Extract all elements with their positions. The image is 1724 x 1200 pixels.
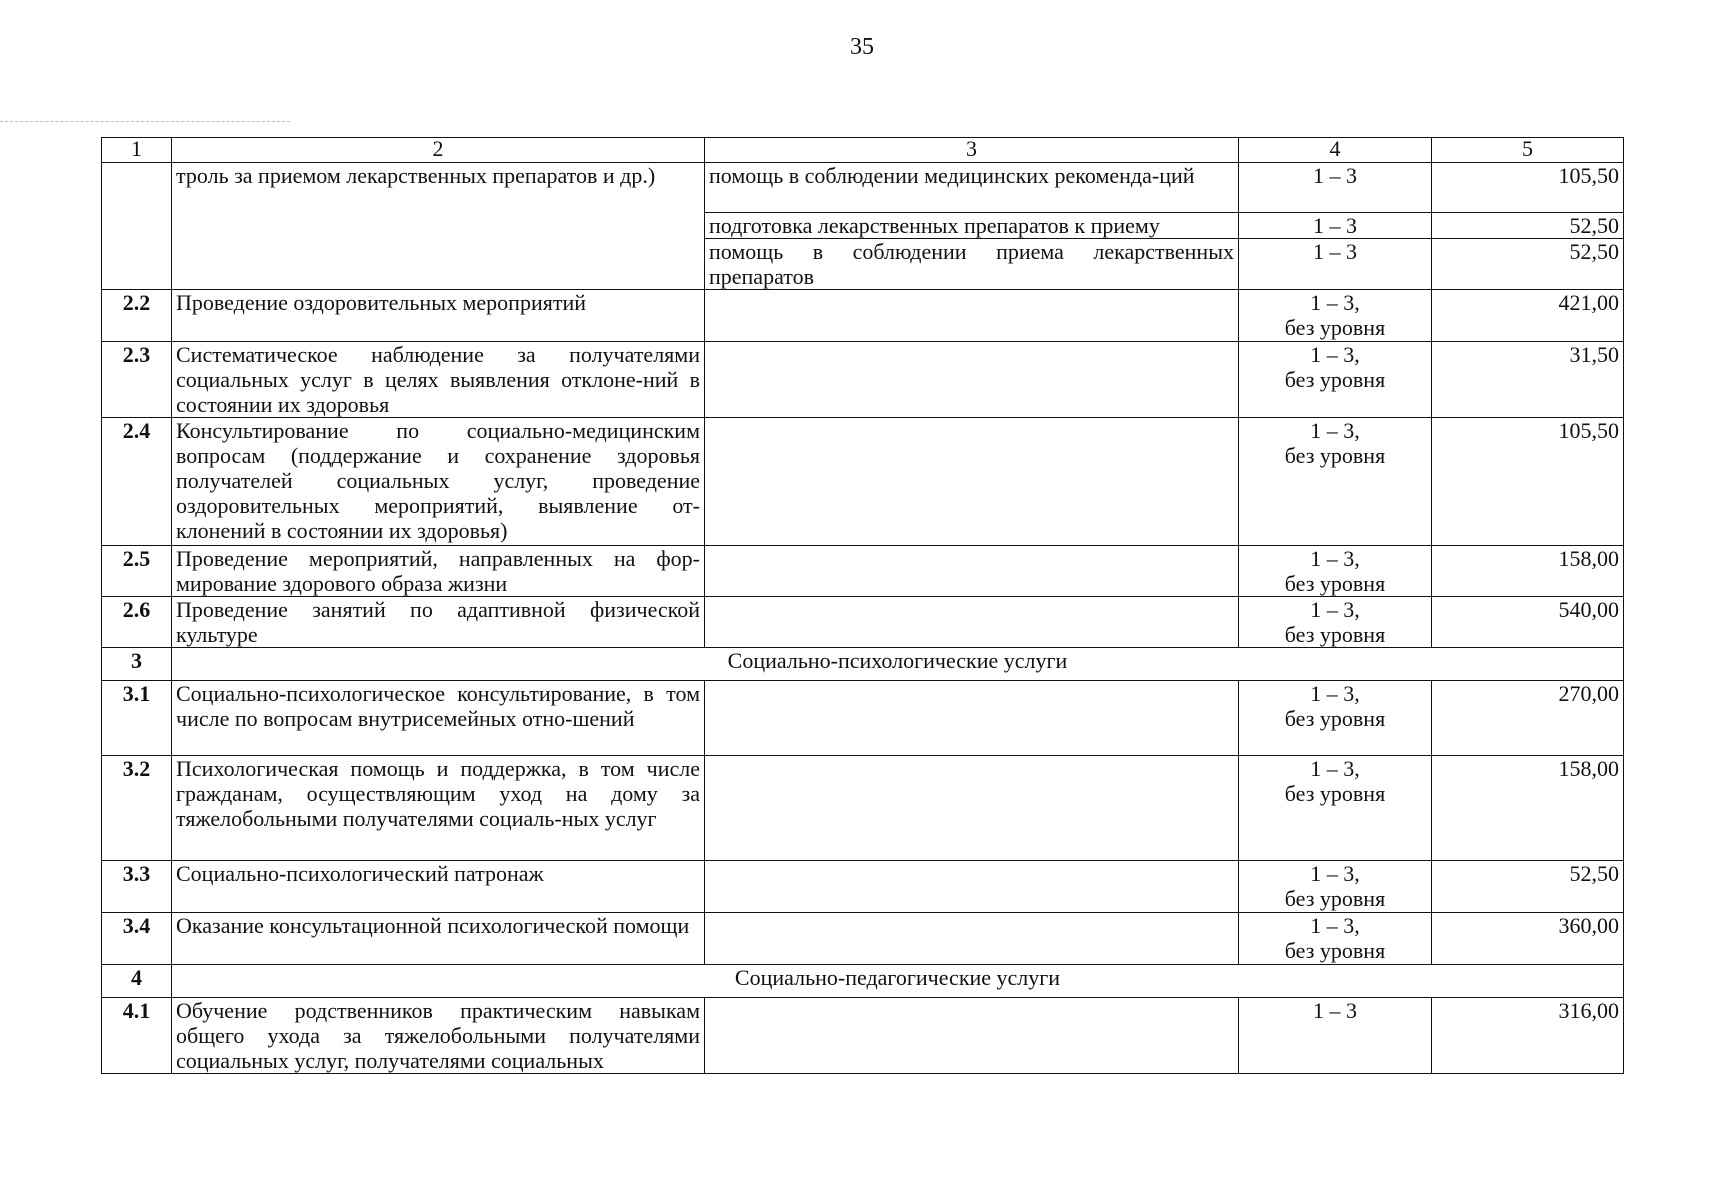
level-note: без уровня [1284,938,1386,963]
measure-text [705,290,1239,342]
level-range: 1 – 3, [1310,418,1360,443]
section-row [102,648,1624,681]
measure-text [705,861,1239,913]
row-number: 2.2 [102,290,172,342]
header-col-2: 2 [172,138,705,163]
level-range: 1 – 3, [1310,597,1360,622]
service-name: троль за приемом лекарственных препаратов и др.) [172,163,705,290]
measure-text: подготовка лекарственных препаратов к приему [705,213,1239,239]
level-cell: 1 – 3 [1239,998,1432,1074]
table-row [102,597,1624,648]
measure-text [705,418,1239,546]
section-row [102,965,1624,998]
level-note: без уровня [1284,315,1386,340]
row-number: 3.3 [102,861,172,913]
services-table [101,137,1624,1074]
table-row [102,861,1624,913]
table-row [102,342,1624,418]
measure-text: помощь в соблюдении медицинских рекоменда-ций [705,163,1239,213]
service-name: Социально-психологический патронаж [172,861,705,913]
section-title: Социально-психологические услуги [172,648,1624,681]
table-row [102,913,1624,965]
header-col-4: 4 [1239,138,1432,163]
level-cell [1239,342,1432,418]
level-cell: 1 – 3 [1239,163,1432,213]
level-range: 1 – 3, [1310,681,1360,706]
price-cell: 316,00 [1432,998,1624,1074]
measure-text [705,342,1239,418]
level-note: без уровня [1284,622,1386,647]
row-number: 2.4 [102,418,172,546]
measure-text [705,597,1239,648]
level-note: без уровня [1284,571,1386,596]
level-range: 1 – 3, [1310,756,1360,781]
price-cell: 105,50 [1432,418,1624,546]
measure-text: помощь в соблюдении приема лекарственных препаратов [705,239,1239,290]
service-name: Обучение родственников практическим навыкам общего ухода за тяжелобольными получателями социальных услуг, получателями социальных [172,998,705,1074]
header-col-3: 3 [705,138,1239,163]
level-range: 1 – 3, [1310,342,1360,367]
price-cell: 158,00 [1432,546,1624,597]
level-cell: 1 – 3 [1239,239,1432,290]
row-number: 2.6 [102,597,172,648]
level-note: без уровня [1284,781,1386,806]
table-row [102,998,1624,1074]
level-note: без уровня [1284,443,1386,468]
row-number: 2.5 [102,546,172,597]
price-cell: 360,00 [1432,913,1624,965]
row-number: 3.1 [102,681,172,756]
table-header-row [102,138,1624,163]
level-cell [1239,681,1432,756]
level-range: 1 – 3, [1310,861,1360,886]
measure-text [705,546,1239,597]
level-note: без уровня [1284,367,1386,392]
service-name: Психологическая помощь и поддержка, в том числе гражданам, осуществляющим уход на дому за тяжелобольными получателями социаль-ных услуг [172,756,705,861]
service-name: Проведение оздоровительных мероприятий [172,290,705,342]
table-row [102,681,1624,756]
table-row [102,546,1624,597]
level-cell [1239,756,1432,861]
row-number: 3.4 [102,913,172,965]
level-cell [1239,913,1432,965]
price-cell: 540,00 [1432,597,1624,648]
price-cell: 52,50 [1432,239,1624,290]
service-name: Социально-психологическое консультирование, в том числе по вопросам внутрисемейных отно-шений [172,681,705,756]
level-cell [1239,861,1432,913]
table-row [102,418,1624,546]
section-title: Социально-педагогические услуги [172,965,1624,998]
price-cell: 31,50 [1432,342,1624,418]
row-number: 3.2 [102,756,172,861]
level-note: без уровня [1284,706,1386,731]
measure-text [705,998,1239,1074]
price-cell: 421,00 [1432,290,1624,342]
level-cell [1239,418,1432,546]
measure-text [705,913,1239,965]
service-name: Консультирование по социально-медицинским вопросам (поддержание и сохранение здоровья получателей социальных услуг, проведение оздоровительных мероприятий, выявление от-клонений в состоянии их здоровья) [172,418,705,546]
price-cell: 270,00 [1432,681,1624,756]
level-range: 1 – 3, [1310,290,1360,315]
service-name: Систематическое наблюдение за получателями социальных услуг в целях выявления отклоне-ний в состоянии их здоровья [172,342,705,418]
table-row [102,756,1624,861]
header-col-5: 5 [1432,138,1624,163]
price-cell: 52,50 [1432,861,1624,913]
price-cell: 52,50 [1432,213,1624,239]
row-number: 2.3 [102,342,172,418]
section-number: 4 [102,965,172,998]
row-number: 4.1 [102,998,172,1074]
level-cell: 1 – 3 [1239,213,1432,239]
level-range: 1 – 3, [1310,913,1360,938]
header-col-1: 1 [102,138,172,163]
measure-text [705,756,1239,861]
table-row [102,290,1624,342]
service-name: Оказание консультационной психологической помощи [172,913,705,965]
service-name: Проведение занятий по адаптивной физической культуре [172,597,705,648]
page-number: 35 [850,34,874,60]
level-note: без уровня [1284,886,1386,911]
measure-text [705,681,1239,756]
row-number [102,163,172,290]
table-row [102,163,1624,213]
service-name: Проведение мероприятий, направленных на фор-мирование здорового образа жизни [172,546,705,597]
level-cell [1239,597,1432,648]
price-cell: 158,00 [1432,756,1624,861]
level-cell [1239,290,1432,342]
section-number: 3 [102,648,172,681]
price-cell: 105,50 [1432,163,1624,213]
level-cell [1239,546,1432,597]
level-range: 1 – 3, [1310,546,1360,571]
scan-artifact-line [0,121,290,122]
